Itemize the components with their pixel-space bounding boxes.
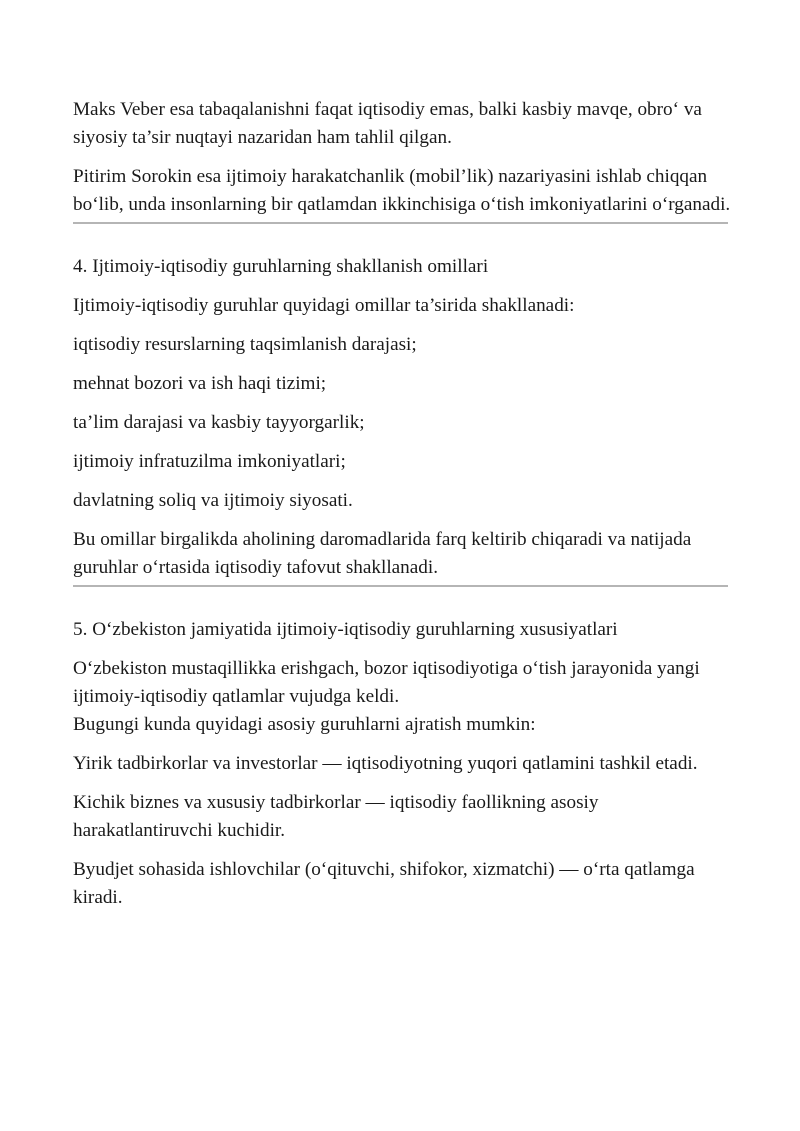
section-divider — [73, 585, 728, 587]
section-5-intro-line1: O‘zbekiston mustaqillikka erishgach, bozor iqtisodiyotiga o‘tish jarayonida yangi ijtimoiy-iqtisodiy qatlamlar vujudga keldi. — [73, 658, 700, 707]
section-4-heading: 4. Ijtimoiy-iqtisodiy guruhlarning shakllanish omillari — [73, 256, 489, 277]
factor-item: iqtisodiy resurslarning taqsimlanish darajasi; — [73, 334, 417, 355]
factor-item: mehnat bozori va ish haqi tizimi; — [73, 373, 327, 394]
section-4-intro: Ijtimoiy-iqtisodiy guruhlar quyidagi omillar ta’sirida shakllanadi: — [73, 295, 575, 316]
section-4-conclusion: Bu omillar birgalikda aholining daromadlarida farq keltirib chiqaradi va natijada guruhlar o‘rtasida iqtisodiy tafovut shakllanadi. — [73, 529, 692, 578]
factor-item: ijtimoiy infratuzilma imkoniyatlari; — [73, 451, 346, 472]
group-item: Kichik biznes va xususiy tadbirkorlar — iqtisodiy faollikning asosiy harakatlantiruvchi kuchidir. — [73, 792, 599, 841]
factor-item: ta’lim darajasi va kasbiy tayyorgarlik; — [73, 412, 365, 433]
section-5-heading: 5. O‘zbekiston jamiyatida ijtimoiy-iqtisodiy guruhlarning xususiyatlari — [73, 619, 618, 640]
factor-item: davlatning soliq va ijtimoiy siyosati. — [73, 490, 353, 511]
document-page — [73, 96, 733, 912]
paragraph-weber: Maks Veber esa tabaqalanishni faqat iqtisodiy emas, balki kasbiy mavqe, obro‘ va siyosiy ta’sir nuqtayi nazaridan ham tahlil qilgan. — [73, 99, 702, 148]
section-divider — [73, 222, 728, 224]
paragraph-sorokin: Pitirim Sorokin esa ijtimoiy harakatchanlik (mobil’lik) nazariyasini ishlab chiqqan bo‘lib, unda insonlarning bir qatlamdan ikkinchisiga o‘tish imkoniyatlarini o‘rganadi. — [73, 166, 731, 215]
group-item: Yirik tadbirkorlar va investorlar — iqtisodiyotning yuqori qatlamini tashkil etadi. — [73, 753, 698, 774]
group-item: Byudjet sohasida ishlovchilar (o‘qituvchi, shifokor, xizmatchi) — o‘rta qatlamga kiradi. — [73, 859, 695, 908]
section-5-intro-line2: Bugungi kunda quyidagi asosiy guruhlarni ajratish mumkin: — [73, 714, 536, 735]
